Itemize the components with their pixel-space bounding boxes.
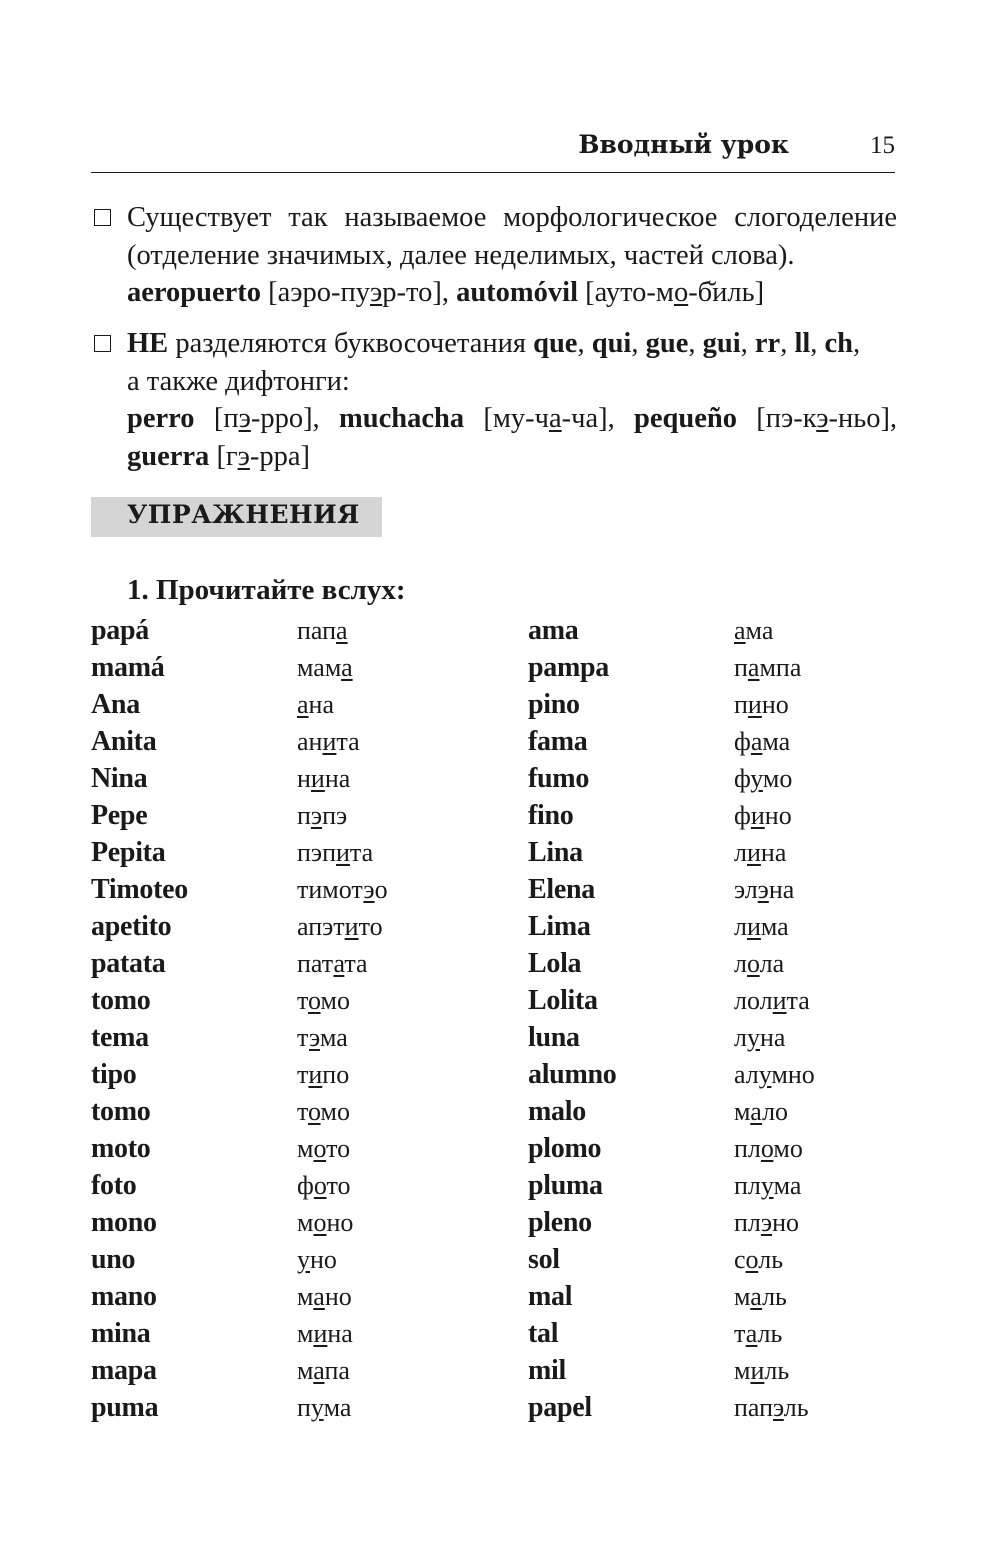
spanish-word: moto bbox=[91, 1133, 151, 1164]
spanish-word: mil bbox=[528, 1355, 566, 1386]
combo-list: que, qui, gue, gui, rr, ll, ch, bbox=[533, 328, 861, 359]
word-row bbox=[528, 871, 948, 908]
rule-morphological-syllabification bbox=[91, 199, 897, 312]
spanish-word: mano bbox=[91, 1281, 157, 1312]
russian-transcription: пума bbox=[297, 1393, 352, 1422]
word-row bbox=[528, 834, 948, 871]
spanish-word: mapa bbox=[91, 1355, 157, 1386]
word-row bbox=[528, 1278, 948, 1315]
word-row bbox=[91, 1241, 511, 1278]
russian-transcription: фото bbox=[297, 1171, 351, 1200]
spanish-word: mina bbox=[91, 1318, 151, 1349]
russian-transcription: моно bbox=[297, 1208, 354, 1237]
spanish-word: fino bbox=[528, 800, 574, 831]
example-word: guerra bbox=[127, 440, 210, 472]
spanish-word: alumno bbox=[528, 1059, 617, 1090]
russian-transcription: луна bbox=[734, 1023, 786, 1052]
spanish-word: Ana bbox=[91, 689, 140, 720]
spanish-word: Timoteo bbox=[91, 874, 188, 905]
russian-transcription: уно bbox=[297, 1245, 337, 1274]
russian-transcription: мало bbox=[734, 1097, 789, 1126]
word-row bbox=[528, 1167, 948, 1204]
rule-non-separable-combinations bbox=[91, 325, 897, 475]
russian-transcription: мото bbox=[297, 1134, 351, 1163]
spanish-word: mamá bbox=[91, 652, 165, 683]
spanish-word: tipo bbox=[91, 1059, 137, 1090]
section-banner bbox=[91, 497, 382, 537]
word-row bbox=[528, 760, 948, 797]
spanish-word: mal bbox=[528, 1281, 573, 1312]
example-word: automóvil bbox=[456, 277, 578, 308]
spanish-word: luna bbox=[528, 1022, 580, 1053]
example-transcription: [пэ-рро], bbox=[213, 403, 320, 434]
russian-transcription: ана bbox=[297, 690, 335, 719]
spanish-word: puma bbox=[91, 1392, 159, 1423]
russian-transcription: миль bbox=[734, 1356, 790, 1385]
russian-transcription: ама bbox=[734, 616, 774, 645]
russian-transcription: мина bbox=[297, 1319, 353, 1348]
word-row bbox=[91, 1093, 511, 1130]
word-row bbox=[528, 723, 948, 760]
spanish-word: sol bbox=[528, 1244, 560, 1275]
spanish-word: pampa bbox=[528, 652, 609, 683]
russian-transcription: фама bbox=[734, 727, 791, 756]
spanish-word: malo bbox=[528, 1096, 586, 1127]
word-row bbox=[528, 1241, 948, 1278]
spanish-word: ama bbox=[528, 615, 579, 646]
ne-label: НЕ bbox=[127, 328, 169, 359]
word-row bbox=[91, 1389, 511, 1426]
russian-transcription: лима bbox=[734, 912, 789, 941]
word-row bbox=[91, 1352, 511, 1389]
word-row bbox=[91, 649, 511, 686]
russian-transcription: мама bbox=[297, 653, 353, 682]
russian-transcription: мано bbox=[297, 1282, 352, 1311]
word-row bbox=[91, 1167, 511, 1204]
word-row bbox=[528, 1315, 948, 1352]
russian-transcription: плэно bbox=[734, 1208, 799, 1237]
word-row bbox=[528, 982, 948, 1019]
russian-transcription: типо bbox=[297, 1060, 350, 1089]
russian-transcription: таль bbox=[734, 1319, 783, 1348]
russian-transcription: алумно bbox=[734, 1060, 815, 1089]
checkbox-bullet-icon bbox=[94, 209, 111, 226]
russian-transcription: маль bbox=[734, 1282, 787, 1311]
word-list-right bbox=[528, 612, 948, 1426]
russian-transcription: соль bbox=[734, 1245, 784, 1274]
russian-transcription: пломо bbox=[734, 1134, 803, 1163]
spanish-word: mono bbox=[91, 1207, 157, 1238]
exercise-title: 1. Прочитайте вслух: bbox=[127, 574, 406, 606]
russian-transcription: пампа bbox=[734, 653, 802, 682]
spanish-word: tomo bbox=[91, 1096, 151, 1127]
example-word: aeropuerto bbox=[127, 277, 262, 308]
russian-transcription: фино bbox=[734, 801, 792, 830]
rule2-text: разделяются буквосочетания bbox=[175, 328, 526, 359]
russian-transcription: лола bbox=[734, 949, 785, 978]
spanish-word: pluma bbox=[528, 1170, 603, 1201]
spanish-word: Lola bbox=[528, 948, 582, 979]
word-row bbox=[91, 1204, 511, 1241]
word-row bbox=[528, 1056, 948, 1093]
spanish-word: pleno bbox=[528, 1207, 592, 1238]
spanish-word: fama bbox=[528, 726, 588, 757]
spanish-word: Lolita bbox=[528, 985, 598, 1016]
russian-transcription: фумо bbox=[734, 764, 793, 793]
russian-transcription: лолита bbox=[734, 986, 810, 1015]
spanish-word: uno bbox=[91, 1244, 136, 1275]
word-row bbox=[528, 1352, 948, 1389]
spanish-word: foto bbox=[91, 1170, 137, 1201]
spanish-word: tema bbox=[91, 1022, 149, 1053]
running-title: Вводный урок bbox=[578, 130, 789, 159]
word-row bbox=[91, 871, 511, 908]
russian-transcription: пэпита bbox=[297, 838, 374, 867]
russian-transcription: томо bbox=[297, 986, 350, 1015]
russian-transcription: папэль bbox=[734, 1393, 809, 1422]
word-row bbox=[91, 1315, 511, 1352]
word-row bbox=[91, 723, 511, 760]
russian-transcription: томо bbox=[297, 1097, 350, 1126]
word-row bbox=[91, 797, 511, 834]
word-row bbox=[528, 1130, 948, 1167]
spanish-word: Lima bbox=[528, 911, 591, 942]
rule1-text: Существует так называемое морфологическое слогоделение (отделение значимых, далее неделимых, частей слова). bbox=[127, 202, 897, 271]
word-row bbox=[91, 834, 511, 871]
word-row bbox=[91, 760, 511, 797]
word-row bbox=[528, 612, 948, 649]
spanish-word: tal bbox=[528, 1318, 559, 1349]
spanish-word: Pepita bbox=[91, 837, 166, 868]
spanish-word: Lina bbox=[528, 837, 583, 868]
word-row bbox=[91, 1019, 511, 1056]
checkbox-bullet-icon bbox=[94, 335, 111, 352]
spanish-word: papá bbox=[91, 615, 149, 646]
page-number: 15 bbox=[870, 132, 895, 159]
spanish-word: pino bbox=[528, 689, 580, 720]
russian-transcription: мапа bbox=[297, 1356, 350, 1385]
example-word: pequeño bbox=[634, 403, 737, 434]
word-row bbox=[528, 686, 948, 723]
russian-transcription: пино bbox=[734, 690, 789, 719]
russian-transcription: тимотэо bbox=[297, 875, 388, 904]
spanish-word: tomo bbox=[91, 985, 151, 1016]
example-word: perro bbox=[127, 403, 195, 434]
word-row bbox=[528, 797, 948, 834]
word-row bbox=[528, 908, 948, 945]
spanish-word: apetito bbox=[91, 911, 172, 942]
russian-transcription: анита bbox=[297, 727, 360, 756]
russian-transcription: патата bbox=[297, 949, 368, 978]
example-word: muchacha bbox=[338, 403, 465, 434]
word-row bbox=[528, 1204, 948, 1241]
spanish-word: Anita bbox=[91, 726, 157, 757]
word-row bbox=[528, 649, 948, 686]
word-row bbox=[91, 945, 511, 982]
russian-transcription: нина bbox=[297, 764, 351, 793]
word-row bbox=[91, 1056, 511, 1093]
russian-transcription: элэна bbox=[734, 875, 795, 904]
russian-transcription: папа bbox=[297, 616, 348, 645]
word-row bbox=[91, 612, 511, 649]
russian-transcription: плума bbox=[734, 1171, 802, 1200]
word-row bbox=[91, 908, 511, 945]
spanish-word: Elena bbox=[528, 874, 595, 905]
word-row bbox=[91, 1130, 511, 1167]
word-list-left bbox=[91, 612, 511, 1426]
section-title: УПРАЖНЕНИЯ bbox=[127, 500, 360, 529]
rule2-text-diphthongs: а также дифтонги: bbox=[127, 365, 350, 397]
word-row bbox=[91, 1278, 511, 1315]
word-row bbox=[528, 1093, 948, 1130]
example-transcription: [му-ча-ча], bbox=[483, 403, 615, 434]
example-transcription: [ауто-мо-б̆иль] bbox=[585, 277, 765, 308]
spanish-word: Pepe bbox=[91, 800, 148, 831]
example-transcription: [аэро-пуэр-то], bbox=[268, 277, 449, 308]
word-row bbox=[91, 982, 511, 1019]
spanish-word: fumo bbox=[528, 763, 590, 794]
page-header bbox=[91, 128, 895, 173]
word-row bbox=[528, 1389, 948, 1426]
spanish-word: patata bbox=[91, 948, 166, 979]
word-row bbox=[528, 945, 948, 982]
spanish-word: plomo bbox=[528, 1133, 602, 1164]
word-row bbox=[528, 1019, 948, 1056]
russian-transcription: лина bbox=[734, 838, 787, 867]
russian-transcription: апэтито bbox=[297, 912, 383, 941]
russian-transcription: пэпэ bbox=[297, 801, 348, 830]
spanish-word: Nina bbox=[91, 763, 148, 794]
russian-transcription: тэма bbox=[297, 1023, 348, 1052]
example-transcription: [пэ-кэ-ньо], bbox=[756, 403, 898, 434]
spanish-word: papel bbox=[528, 1392, 592, 1423]
word-row bbox=[91, 686, 511, 723]
example-transcription: [гэ-рра] bbox=[216, 440, 310, 472]
